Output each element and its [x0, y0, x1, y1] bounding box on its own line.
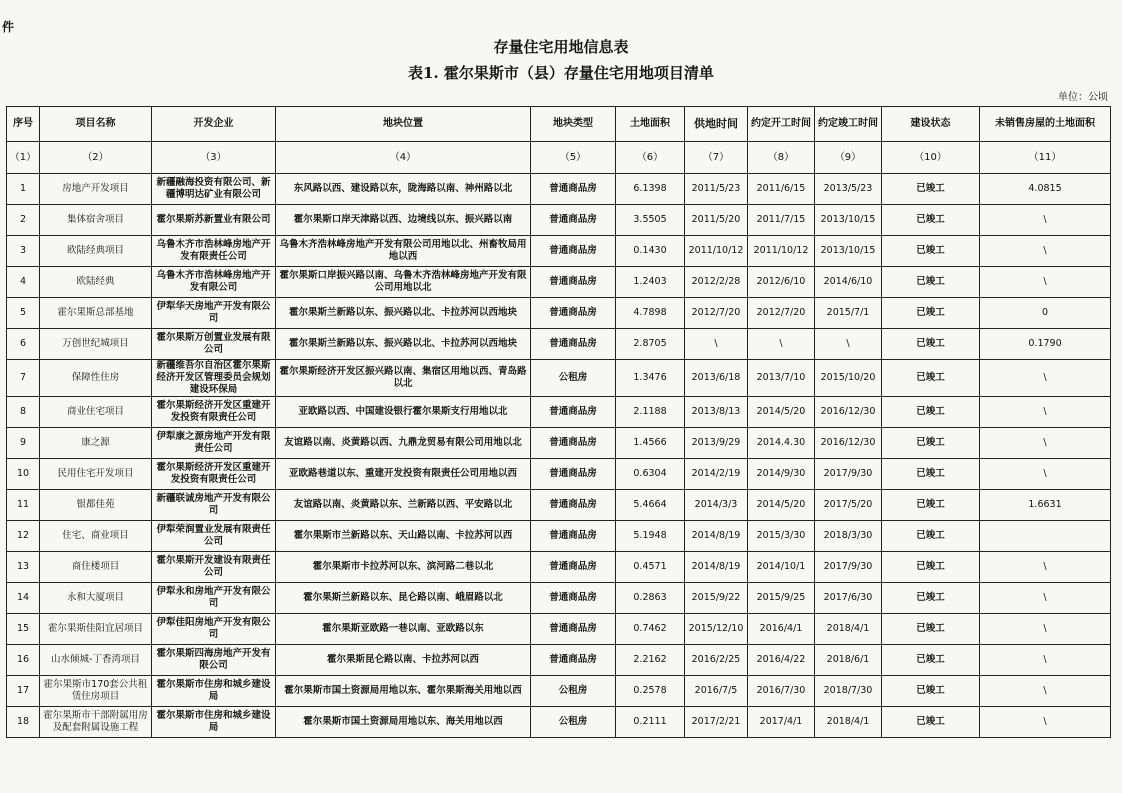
land-type: 普通商品房	[531, 459, 616, 490]
developer-name: 霍尔果斯开发建设有限责任公司	[152, 552, 276, 583]
unsold-land-area	[980, 521, 1111, 552]
header-cell: 地块类型	[531, 107, 616, 142]
plot-location: 霍尔果斯亚欧路一巷以南、亚欧路以东	[276, 614, 531, 645]
supply-date: 2014/8/19	[685, 552, 748, 583]
table-title: 表1. 霍尔果斯市（县）存量住宅用地项目清单	[408, 64, 714, 82]
attachment-label: 件	[2, 20, 15, 34]
finish-date: 2013/5/23	[815, 174, 882, 205]
developer-name: 霍尔果斯四海房地产开发有限公司	[152, 645, 276, 676]
project-name: 霍尔果斯市干部附属用房及配套附属设施工程	[40, 707, 152, 738]
project-name: 欧陆经典	[40, 267, 152, 298]
unsold-land-area: \	[980, 583, 1111, 614]
unsold-land-area: 4.0815	[980, 174, 1111, 205]
start-date: 2017/4/1	[748, 707, 815, 738]
table-row	[7, 459, 1111, 490]
developer-name: 伊犁荣润置业发展有限责任公司	[152, 521, 276, 552]
finish-date: 2018/4/1	[815, 707, 882, 738]
header-cell: 建设状态	[882, 107, 980, 142]
unsold-land-area: 1.6631	[980, 490, 1111, 521]
index-cell: （5）	[531, 142, 616, 174]
land-type: 普通商品房	[531, 236, 616, 267]
table-row	[7, 521, 1111, 552]
developer-name: 伊犁佳阳房地产开发有限公司	[152, 614, 276, 645]
index-cell: （11）	[980, 142, 1111, 174]
row-number: 11	[7, 490, 40, 521]
index-cell: （3）	[152, 142, 276, 174]
build-status: 已竣工	[882, 298, 980, 329]
index-cell: （9）	[815, 142, 882, 174]
build-status: 已竣工	[882, 552, 980, 583]
plot-location: 亚欧路巷道以东、重建开发投资有限责任公司用地以西	[276, 459, 531, 490]
header-cell: 未销售房屋的土地面积	[980, 107, 1111, 142]
start-date: 2016/4/22	[748, 645, 815, 676]
developer-name: 伊犁永和房地产开发有限公司	[152, 583, 276, 614]
land-area: 2.8705	[616, 329, 685, 360]
land-area: 2.2162	[616, 645, 685, 676]
land-type: 普通商品房	[531, 552, 616, 583]
unsold-land-area: 0	[980, 298, 1111, 329]
table-row	[7, 676, 1111, 707]
land-area: 1.3476	[616, 360, 685, 397]
project-name: 保障性住房	[40, 360, 152, 397]
index-row	[7, 142, 1111, 174]
developer-name: 霍尔果斯经济开发区重建开发投资有限责任公司	[152, 397, 276, 428]
unsold-land-area: \	[980, 614, 1111, 645]
land-type: 普通商品房	[531, 298, 616, 329]
build-status: 已竣工	[882, 676, 980, 707]
build-status: 已竣工	[882, 645, 980, 676]
row-number: 8	[7, 397, 40, 428]
developer-name: 乌鲁木齐市浩林峰房地产开发有限公司	[152, 267, 276, 298]
build-status: 已竣工	[882, 707, 980, 738]
row-number: 9	[7, 428, 40, 459]
row-number: 10	[7, 459, 40, 490]
supply-date: 2015/12/10	[685, 614, 748, 645]
index-cell: （8）	[748, 142, 815, 174]
start-date: 2014/9/30	[748, 459, 815, 490]
finish-date: 2016/12/30	[815, 428, 882, 459]
build-status: 已竣工	[882, 267, 980, 298]
land-type: 普通商品房	[531, 205, 616, 236]
developer-name: 霍尔果斯经济开发区重建开发投资有限责任公司	[152, 459, 276, 490]
developer-name: 新疆融海投资有限公司、新疆博明达矿业有限公司	[152, 174, 276, 205]
land-type: 公租房	[531, 676, 616, 707]
land-area: 4.7898	[616, 298, 685, 329]
supply-date: \	[685, 329, 748, 360]
row-number: 2	[7, 205, 40, 236]
developer-name: 霍尔果斯苏新置业有限公司	[152, 205, 276, 236]
project-name: 欧陆经典项目	[40, 236, 152, 267]
unsold-land-area: \	[980, 645, 1111, 676]
supply-date: 2014/2/19	[685, 459, 748, 490]
supply-date: 2012/2/28	[685, 267, 748, 298]
unsold-land-area: \	[980, 205, 1111, 236]
project-name: 康之源	[40, 428, 152, 459]
supply-date: 2016/2/25	[685, 645, 748, 676]
finish-date: 2013/10/15	[815, 205, 882, 236]
project-name: 霍尔果斯总部基地	[40, 298, 152, 329]
unsold-land-area: \	[980, 236, 1111, 267]
land-type: 普通商品房	[531, 521, 616, 552]
row-number: 1	[7, 174, 40, 205]
finish-date: 2017/9/30	[815, 459, 882, 490]
unsold-land-area: \	[980, 459, 1111, 490]
unsold-land-area: \	[980, 707, 1111, 738]
land-area: 3.5505	[616, 205, 685, 236]
land-area: 2.1188	[616, 397, 685, 428]
table-row	[7, 490, 1111, 521]
unsold-land-area: \	[980, 676, 1111, 707]
developer-name: 伊犁华天房地产开发有限公司	[152, 298, 276, 329]
plot-location: 霍尔果斯市兰新路以东、天山路以南、卡拉苏河以西	[276, 521, 531, 552]
start-date: 2015/9/25	[748, 583, 815, 614]
header-row	[7, 107, 1111, 142]
developer-name: 伊犁康之源房地产开发有限责任公司	[152, 428, 276, 459]
project-name: 集体宿舍项目	[40, 205, 152, 236]
row-number: 16	[7, 645, 40, 676]
index-cell: （10）	[882, 142, 980, 174]
finish-date: 2013/10/15	[815, 236, 882, 267]
index-cell: （7）	[685, 142, 748, 174]
header-cell: 项目名称	[40, 107, 152, 142]
header-cell: 约定开工时间	[748, 107, 815, 142]
supply-date: 2013/9/29	[685, 428, 748, 459]
header-cell: 供地时间	[685, 107, 748, 142]
developer-name: 新疆联诚房地产开发有限公司	[152, 490, 276, 521]
finish-date: 2018/6/1	[815, 645, 882, 676]
table-row	[7, 707, 1111, 738]
header-cell: 土地面积	[616, 107, 685, 142]
land-area: 1.4566	[616, 428, 685, 459]
developer-name: 乌鲁木齐市浩林峰房地产开发有限责任公司	[152, 236, 276, 267]
supply-date: 2011/5/20	[685, 205, 748, 236]
row-number: 18	[7, 707, 40, 738]
build-status: 已竣工	[882, 329, 980, 360]
plot-location: 霍尔果斯口岸振兴路以南、乌鲁木齐浩林峰房地产开发有限公司用地以北	[276, 267, 531, 298]
developer-name: 霍尔果斯市住房和城乡建设局	[152, 676, 276, 707]
supply-date: 2011/10/12	[685, 236, 748, 267]
table-row	[7, 298, 1111, 329]
land-area: 0.4571	[616, 552, 685, 583]
finish-date: 2018/7/30	[815, 676, 882, 707]
land-area: 5.1948	[616, 521, 685, 552]
land-area: 0.6304	[616, 459, 685, 490]
plot-location: 乌鲁木齐浩林峰房地产开发有限公司用地以北、州畜牧局用地以西	[276, 236, 531, 267]
finish-date: 2016/12/30	[815, 397, 882, 428]
start-date: 2013/7/10	[748, 360, 815, 397]
finish-date: 2018/4/1	[815, 614, 882, 645]
land-type: 普通商品房	[531, 645, 616, 676]
land-area: 0.2578	[616, 676, 685, 707]
row-number: 17	[7, 676, 40, 707]
supply-date: 2014/8/19	[685, 521, 748, 552]
project-name: 房地产开发项目	[40, 174, 152, 205]
finish-date: 2014/6/10	[815, 267, 882, 298]
table-row	[7, 397, 1111, 428]
project-name: 住宅、商业项目	[40, 521, 152, 552]
build-status: 已竣工	[882, 428, 980, 459]
project-name: 银都佳苑	[40, 490, 152, 521]
plot-location: 霍尔果斯昆仑路以南、卡拉苏河以西	[276, 645, 531, 676]
project-name: 民用住宅开发项目	[40, 459, 152, 490]
start-date: 2011/7/15	[748, 205, 815, 236]
plot-location: 霍尔果斯市国土资源局用地以东、霍尔果斯海关用地以西	[276, 676, 531, 707]
table-row	[7, 360, 1111, 397]
start-date: 2014/5/20	[748, 397, 815, 428]
row-number: 7	[7, 360, 40, 397]
row-number: 3	[7, 236, 40, 267]
row-number: 14	[7, 583, 40, 614]
unsold-land-area: \	[980, 428, 1111, 459]
start-date: 2012/7/20	[748, 298, 815, 329]
land-type: 普通商品房	[531, 490, 616, 521]
finish-date: 2018/3/30	[815, 521, 882, 552]
land-type: 普通商品房	[531, 174, 616, 205]
land-type: 普通商品房	[531, 614, 616, 645]
land-type: 普通商品房	[531, 428, 616, 459]
build-status: 已竣工	[882, 174, 980, 205]
header-cell: 序号	[7, 107, 40, 142]
table-row	[7, 174, 1111, 205]
land-area: 1.2403	[616, 267, 685, 298]
plot-location: 霍尔果斯兰新路以东、昆仑路以南、峨眉路以北	[276, 583, 531, 614]
land-type: 普通商品房	[531, 583, 616, 614]
plot-location: 东风路以西、建设路以东，陇海路以南、神州路以北	[276, 174, 531, 205]
table-row	[7, 645, 1111, 676]
row-number: 13	[7, 552, 40, 583]
unsold-land-area: \	[980, 267, 1111, 298]
build-status: 已竣工	[882, 614, 980, 645]
finish-date: 2015/10/20	[815, 360, 882, 397]
supply-date: 2013/6/18	[685, 360, 748, 397]
header-cell: 约定竣工时间	[815, 107, 882, 142]
header-cell: 地块位置	[276, 107, 531, 142]
table-row	[7, 428, 1111, 459]
supply-date: 2016/7/5	[685, 676, 748, 707]
build-status: 已竣工	[882, 583, 980, 614]
row-number: 12	[7, 521, 40, 552]
index-cell: （4）	[276, 142, 531, 174]
land-type: 公租房	[531, 707, 616, 738]
header-cell: 开发企业	[152, 107, 276, 142]
project-name: 霍尔果斯市170套公共租赁住房项目	[40, 676, 152, 707]
unit-label: 单位：公顷	[1058, 92, 1108, 103]
land-area: 0.2111	[616, 707, 685, 738]
build-status: 已竣工	[882, 397, 980, 428]
land-area: 6.1398	[616, 174, 685, 205]
build-status: 已竣工	[882, 521, 980, 552]
developer-name: 霍尔果斯市住房和城乡建设局	[152, 707, 276, 738]
table-row	[7, 614, 1111, 645]
land-project-table	[6, 106, 1111, 738]
table-row	[7, 329, 1111, 360]
row-number: 6	[7, 329, 40, 360]
plot-location: 霍尔果斯市卡拉苏河以东、滨河路二巷以北	[276, 552, 531, 583]
supply-date: 2015/9/22	[685, 583, 748, 614]
project-name: 永和大厦项目	[40, 583, 152, 614]
project-name: 商住楼项目	[40, 552, 152, 583]
land-type: 普通商品房	[531, 329, 616, 360]
plot-location: 霍尔果斯兰新路以东、振兴路以北、卡拉苏河以西地块	[276, 298, 531, 329]
project-name: 商业住宅项目	[40, 397, 152, 428]
finish-date: 2017/5/20	[815, 490, 882, 521]
plot-location: 霍尔果斯市国土资源局用地以东、海关用地以西	[276, 707, 531, 738]
project-name: 山水倾城-丁香湾项目	[40, 645, 152, 676]
land-area: 0.7462	[616, 614, 685, 645]
finish-date: 2017/9/30	[815, 552, 882, 583]
start-date: 2014/5/20	[748, 490, 815, 521]
build-status: 已竣工	[882, 236, 980, 267]
unsold-land-area: \	[980, 552, 1111, 583]
unsold-land-area: \	[980, 397, 1111, 428]
row-number: 5	[7, 298, 40, 329]
supply-date: 2014/3/3	[685, 490, 748, 521]
land-type: 普通商品房	[531, 397, 616, 428]
row-number: 4	[7, 267, 40, 298]
plot-location: 霍尔果斯口岸天津路以西、边境线以东、振兴路以南	[276, 205, 531, 236]
finish-date: 2015/7/1	[815, 298, 882, 329]
supply-date: 2012/7/20	[685, 298, 748, 329]
page-title: 存量住宅用地信息表	[493, 38, 629, 56]
start-date: 2014/10/1	[748, 552, 815, 583]
developer-name: 霍尔果斯万创置业发展有限公司	[152, 329, 276, 360]
project-name: 霍尔果斯佳阳宜居项目	[40, 614, 152, 645]
unsold-land-area: 0.1790	[980, 329, 1111, 360]
supply-date: 2013/8/13	[685, 397, 748, 428]
index-cell: （2）	[40, 142, 152, 174]
supply-date: 2017/2/21	[685, 707, 748, 738]
table-row	[7, 583, 1111, 614]
build-status: 已竣工	[882, 490, 980, 521]
build-status: 已竣工	[882, 360, 980, 397]
table-row	[7, 267, 1111, 298]
plot-location: 友谊路以南、炎黄路以东、兰新路以西、平安路以北	[276, 490, 531, 521]
start-date: 2016/7/30	[748, 676, 815, 707]
start-date: 2015/3/30	[748, 521, 815, 552]
start-date: 2012/6/10	[748, 267, 815, 298]
row-number: 15	[7, 614, 40, 645]
start-date: 2014.4.30	[748, 428, 815, 459]
land-area: 0.2863	[616, 583, 685, 614]
build-status: 已竣工	[882, 459, 980, 490]
finish-date: 2017/6/30	[815, 583, 882, 614]
land-type: 公租房	[531, 360, 616, 397]
developer-name: 新疆维吾尔自治区霍尔果斯经济开发区管理委员会规划建设环保局	[152, 360, 276, 397]
index-cell: （6）	[616, 142, 685, 174]
start-date: 2011/6/15	[748, 174, 815, 205]
table-row	[7, 552, 1111, 583]
supply-date: 2011/5/23	[685, 174, 748, 205]
land-type: 普通商品房	[531, 267, 616, 298]
plot-location: 友谊路以南、炎黄路以西、九鼎龙贸易有限公司用地以北	[276, 428, 531, 459]
finish-date: \	[815, 329, 882, 360]
land-area: 5.4664	[616, 490, 685, 521]
plot-location: 霍尔果斯经济开发区振兴路以南、集宿区用地以西、青岛路以北	[276, 360, 531, 397]
table-row	[7, 236, 1111, 267]
unsold-land-area: \	[980, 360, 1111, 397]
start-date: 2011/10/12	[748, 236, 815, 267]
project-name: 万创世纪城项目	[40, 329, 152, 360]
index-cell: （1）	[7, 142, 40, 174]
plot-location: 亚欧路以西、中国建设银行霍尔果斯支行用地以北	[276, 397, 531, 428]
start-date: \	[748, 329, 815, 360]
build-status: 已竣工	[882, 205, 980, 236]
table-row	[7, 205, 1111, 236]
land-area: 0.1430	[616, 236, 685, 267]
plot-location: 霍尔果斯兰新路以东、振兴路以北、卡拉苏河以西地块	[276, 329, 531, 360]
start-date: 2016/4/1	[748, 614, 815, 645]
